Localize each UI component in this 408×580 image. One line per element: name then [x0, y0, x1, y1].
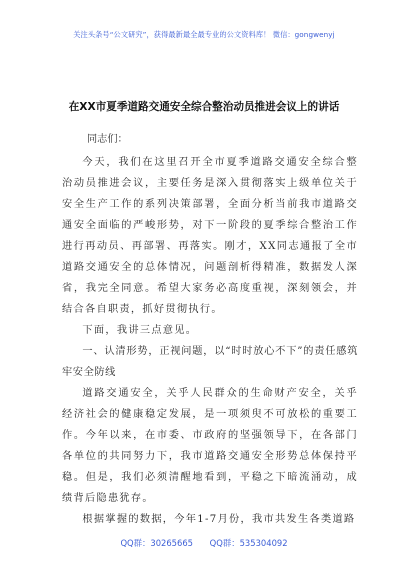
- paragraph-data: 根据掌握的数据，今年1-7月份，我市共发生各类道路: [82, 514, 356, 525]
- paragraph-opening: 今天，我们在这里召开全市夏季道路交通安全综合整治动员推进会议，主要任务是深入贯彻落实上级单位关于安全生产工作的系列决策部署，全面分析当前我市道路交通安全面临的严峻形势，对下一阶段的夏季综合整治工作进行再动员、再部署、再落实。刚才，XX同志通报了全市道路交通安全的总体情况，问题剖析得精准，数据发人深省，我完全同意。希望大家务必高度重视，深刻领会，并结合各自职责，抓好贯彻执行。: [62, 157, 358, 315]
- section-heading-1: 一、认清形势，正视问题，以“时时放心不下”的责任感筑牢安全防线: [62, 346, 358, 378]
- document-body: [62, 152, 358, 530]
- salutation: 同志们：: [87, 134, 128, 145]
- footer-contact: [0, 537, 408, 549]
- document-title: 在XX市夏季道路交通安全综合整治动员推进会议上的讲话: [68, 101, 340, 113]
- header-promo-note: 关注头条号“公文研究”，获得最新最全最专业的公文资料库！ 微信：gongwenyj: [73, 30, 335, 39]
- paragraph-situation: 道路交通安全，关乎人民群众的生命财产安全，关乎经济社会的健康稳定发展，是一项须臾不可放松的重要工作。今年以来，在市委、市政府的坚强领导下，在各部门各单位的共同努力下，我市道路交通安全形势总体保持平稳。但是，我们必须清醒地看到，平稳之下暗流涌动，成绩背后隐患犹存。: [62, 388, 358, 504]
- footer-qq-group-1: QQ群：30265665: [120, 538, 193, 548]
- paragraph-transition: 下面，我讲三点意见。: [82, 325, 198, 336]
- footer-qq-group-2: QQ群：535304092: [209, 538, 288, 548]
